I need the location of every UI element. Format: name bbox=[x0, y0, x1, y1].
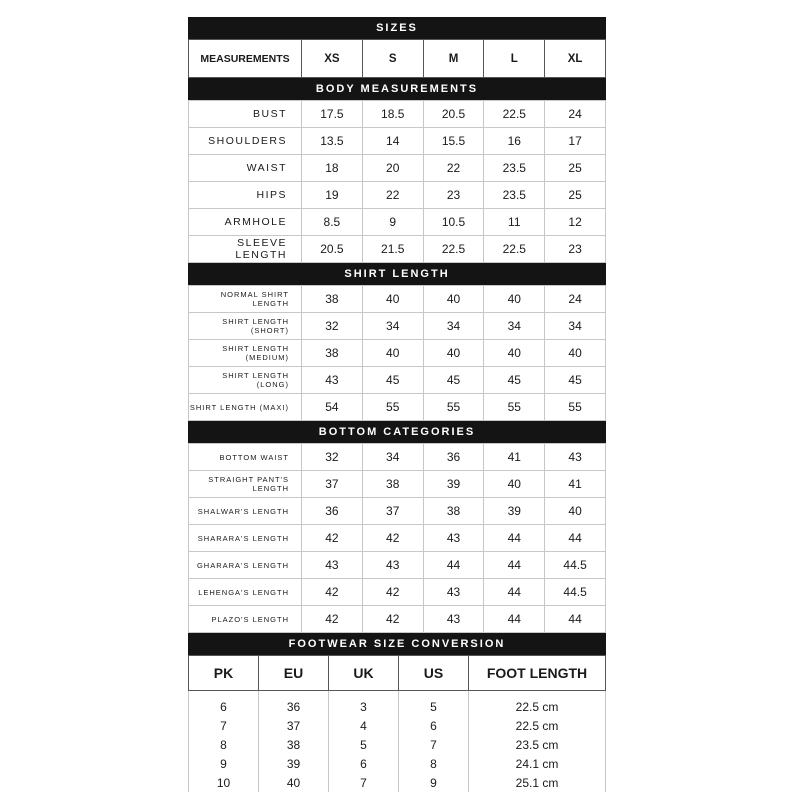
table-cell: 43 bbox=[423, 606, 484, 633]
table-cell: 36 bbox=[423, 444, 484, 471]
table-cell: 39 bbox=[259, 754, 329, 773]
table-cell: 42 bbox=[302, 525, 363, 552]
table-cell: 39 bbox=[423, 471, 484, 498]
footwear-header-row bbox=[189, 656, 606, 691]
table-cell: 55 bbox=[362, 394, 423, 421]
table-cell: 40 bbox=[484, 471, 545, 498]
size-header-row bbox=[189, 40, 606, 78]
size-chart bbox=[188, 17, 606, 792]
table-cell: 34 bbox=[423, 313, 484, 340]
table-cell: 22.5 bbox=[484, 101, 545, 128]
table-cell: 22 bbox=[423, 155, 484, 182]
table-cell: 42 bbox=[362, 525, 423, 552]
footwear-row bbox=[189, 716, 606, 735]
table-cell: 21.5 bbox=[362, 236, 423, 263]
table-cell: 34 bbox=[484, 313, 545, 340]
uk-header: UK bbox=[329, 656, 399, 691]
table-cell: 45 bbox=[362, 367, 423, 394]
table-cell: 4 bbox=[329, 716, 399, 735]
table-row bbox=[189, 236, 606, 263]
table-cell: 7 bbox=[329, 773, 399, 792]
table-cell: 42 bbox=[362, 606, 423, 633]
table-cell: 5 bbox=[399, 691, 469, 717]
table-cell: 24.1 cm bbox=[469, 754, 606, 773]
table-row bbox=[189, 101, 606, 128]
table-cell: 22.5 bbox=[423, 236, 484, 263]
row-label: STRAIGHT PANT'S LENGTH bbox=[189, 471, 302, 498]
table-cell: 37 bbox=[259, 716, 329, 735]
table-cell: 44 bbox=[545, 606, 606, 633]
footwear-row bbox=[189, 773, 606, 792]
table-cell: 43 bbox=[362, 552, 423, 579]
table-cell: 22.5 bbox=[484, 236, 545, 263]
table-row bbox=[189, 394, 606, 421]
row-label: BUST bbox=[189, 101, 302, 128]
table-cell: 40 bbox=[259, 773, 329, 792]
table-cell: 43 bbox=[423, 525, 484, 552]
table-cell: 22 bbox=[362, 182, 423, 209]
row-label: NORMAL SHIRT LENGTH bbox=[189, 286, 302, 313]
footwear-table bbox=[188, 655, 606, 792]
table-cell: 7 bbox=[399, 735, 469, 754]
table-cell: 42 bbox=[302, 606, 363, 633]
footwear-row bbox=[189, 754, 606, 773]
table-cell: 40 bbox=[423, 286, 484, 313]
table-cell: 13.5 bbox=[302, 128, 363, 155]
row-label: SHARARA'S LENGTH bbox=[189, 525, 302, 552]
table-cell: 45 bbox=[545, 367, 606, 394]
table-cell: 44.5 bbox=[545, 579, 606, 606]
table-cell: 54 bbox=[302, 394, 363, 421]
table-cell: 18.5 bbox=[362, 101, 423, 128]
table-cell: 42 bbox=[362, 579, 423, 606]
table-cell: 44 bbox=[423, 552, 484, 579]
row-label: SLEEVE LENGTH bbox=[189, 236, 302, 263]
table-cell: 40 bbox=[484, 286, 545, 313]
table-cell: 37 bbox=[362, 498, 423, 525]
eu-header: EU bbox=[259, 656, 329, 691]
footwear-title: FOOTWEAR SIZE CONVERSION bbox=[188, 633, 606, 655]
table-cell: 36 bbox=[259, 691, 329, 717]
footwear-row bbox=[189, 735, 606, 754]
shirt-length-table bbox=[188, 285, 606, 421]
table-cell: 38 bbox=[302, 286, 363, 313]
row-label: HIPS bbox=[189, 182, 302, 209]
table-cell: 8 bbox=[399, 754, 469, 773]
table-cell: 9 bbox=[362, 209, 423, 236]
table-cell: 22.5 cm bbox=[469, 691, 606, 717]
table-cell: 43 bbox=[302, 552, 363, 579]
row-label: WAIST bbox=[189, 155, 302, 182]
row-label: SHIRT LENGTH (MEDIUM) bbox=[189, 340, 302, 367]
table-cell: 6 bbox=[399, 716, 469, 735]
table-row bbox=[189, 471, 606, 498]
table-cell: 42 bbox=[302, 579, 363, 606]
table-cell: 32 bbox=[302, 313, 363, 340]
table-cell: 40 bbox=[423, 340, 484, 367]
table-cell: 40 bbox=[484, 340, 545, 367]
table-cell: 12 bbox=[545, 209, 606, 236]
table-cell: 24 bbox=[545, 286, 606, 313]
table-row bbox=[189, 444, 606, 471]
bottom-categories-title: BOTTOM CATEGORIES bbox=[188, 421, 606, 443]
table-row bbox=[189, 128, 606, 155]
table-cell: 37 bbox=[302, 471, 363, 498]
table-row bbox=[189, 367, 606, 394]
table-cell: 44 bbox=[484, 552, 545, 579]
table-cell: 7 bbox=[189, 716, 259, 735]
table-cell: 3 bbox=[329, 691, 399, 717]
table-cell: 17 bbox=[545, 128, 606, 155]
table-cell: 22.5 cm bbox=[469, 716, 606, 735]
pk-header: PK bbox=[189, 656, 259, 691]
bottom-categories-table bbox=[188, 443, 606, 633]
row-label: BOTTOM WAIST bbox=[189, 444, 302, 471]
table-cell: 40 bbox=[362, 340, 423, 367]
table-cell: 23 bbox=[423, 182, 484, 209]
table-cell: 11 bbox=[484, 209, 545, 236]
table-cell: 41 bbox=[545, 471, 606, 498]
table-cell: 39 bbox=[484, 498, 545, 525]
table-cell: 6 bbox=[329, 754, 399, 773]
table-cell: 34 bbox=[545, 313, 606, 340]
table-row bbox=[189, 313, 606, 340]
size-xs-header: XS bbox=[302, 40, 363, 78]
table-row bbox=[189, 340, 606, 367]
row-label: SHIRT LENGTH (SHORT) bbox=[189, 313, 302, 340]
table-cell: 44.5 bbox=[545, 552, 606, 579]
table-cell: 41 bbox=[484, 444, 545, 471]
table-cell: 5 bbox=[329, 735, 399, 754]
table-cell: 18 bbox=[302, 155, 363, 182]
body-measurements-title: BODY MEASUREMENTS bbox=[188, 78, 606, 100]
footwear-row bbox=[189, 691, 606, 717]
table-cell: 43 bbox=[423, 579, 484, 606]
table-cell: 25 bbox=[545, 182, 606, 209]
table-cell: 23.5 cm bbox=[469, 735, 606, 754]
table-cell: 38 bbox=[302, 340, 363, 367]
table-cell: 20.5 bbox=[423, 101, 484, 128]
table-cell: 23.5 bbox=[484, 155, 545, 182]
row-label: LEHENGA'S LENGTH bbox=[189, 579, 302, 606]
table-cell: 9 bbox=[189, 754, 259, 773]
size-m-header: M bbox=[423, 40, 484, 78]
table-row bbox=[189, 209, 606, 236]
size-s-header: S bbox=[362, 40, 423, 78]
table-cell: 10 bbox=[189, 773, 259, 792]
table-cell: 44 bbox=[484, 579, 545, 606]
size-xl-header: XL bbox=[545, 40, 606, 78]
row-label: ARMHOLE bbox=[189, 209, 302, 236]
table-cell: 6 bbox=[189, 691, 259, 717]
table-cell: 55 bbox=[484, 394, 545, 421]
table-row bbox=[189, 498, 606, 525]
table-cell: 23 bbox=[545, 236, 606, 263]
table-cell: 38 bbox=[423, 498, 484, 525]
table-cell: 17.5 bbox=[302, 101, 363, 128]
row-label: SHALWAR'S LENGTH bbox=[189, 498, 302, 525]
row-label: SHIRT LENGTH (MAXI) bbox=[189, 394, 302, 421]
table-cell: 34 bbox=[362, 313, 423, 340]
table-row bbox=[189, 155, 606, 182]
table-cell: 8 bbox=[189, 735, 259, 754]
table-cell: 55 bbox=[545, 394, 606, 421]
table-cell: 36 bbox=[302, 498, 363, 525]
table-cell: 25 bbox=[545, 155, 606, 182]
foot-length-header: FOOT LENGTH bbox=[469, 656, 606, 691]
body-measurements-table bbox=[188, 100, 606, 263]
table-cell: 40 bbox=[545, 498, 606, 525]
table-cell: 10.5 bbox=[423, 209, 484, 236]
table-cell: 45 bbox=[484, 367, 545, 394]
shirt-length-title: SHIRT LENGTH bbox=[188, 263, 606, 285]
table-cell: 43 bbox=[302, 367, 363, 394]
table-cell: 43 bbox=[545, 444, 606, 471]
table-cell: 23.5 bbox=[484, 182, 545, 209]
table-cell: 45 bbox=[423, 367, 484, 394]
table-cell: 38 bbox=[259, 735, 329, 754]
row-label: PLAZO'S LENGTH bbox=[189, 606, 302, 633]
size-l-header: L bbox=[484, 40, 545, 78]
table-row bbox=[189, 286, 606, 313]
table-cell: 19 bbox=[302, 182, 363, 209]
table-cell: 44 bbox=[484, 606, 545, 633]
table-row bbox=[189, 579, 606, 606]
table-cell: 40 bbox=[545, 340, 606, 367]
table-cell: 8.5 bbox=[302, 209, 363, 236]
row-label: SHIRT LENGTH (LONG) bbox=[189, 367, 302, 394]
table-cell: 25.1 cm bbox=[469, 773, 606, 792]
table-cell: 16 bbox=[484, 128, 545, 155]
table-cell: 44 bbox=[545, 525, 606, 552]
row-label: SHOULDERS bbox=[189, 128, 302, 155]
table-row bbox=[189, 525, 606, 552]
size-header-table bbox=[188, 39, 606, 78]
table-cell: 40 bbox=[362, 286, 423, 313]
table-row bbox=[189, 552, 606, 579]
table-cell: 34 bbox=[362, 444, 423, 471]
measurements-header: MEASUREMENTS bbox=[189, 40, 302, 78]
table-cell: 38 bbox=[362, 471, 423, 498]
table-cell: 20.5 bbox=[302, 236, 363, 263]
table-cell: 20 bbox=[362, 155, 423, 182]
us-header: US bbox=[399, 656, 469, 691]
table-row bbox=[189, 182, 606, 209]
table-cell: 55 bbox=[423, 394, 484, 421]
row-label: GHARARA'S LENGTH bbox=[189, 552, 302, 579]
table-row bbox=[189, 606, 606, 633]
table-cell: 24 bbox=[545, 101, 606, 128]
sizes-title: SIZES bbox=[188, 17, 606, 39]
table-cell: 32 bbox=[302, 444, 363, 471]
table-cell: 14 bbox=[362, 128, 423, 155]
table-cell: 9 bbox=[399, 773, 469, 792]
table-cell: 44 bbox=[484, 525, 545, 552]
table-cell: 15.5 bbox=[423, 128, 484, 155]
